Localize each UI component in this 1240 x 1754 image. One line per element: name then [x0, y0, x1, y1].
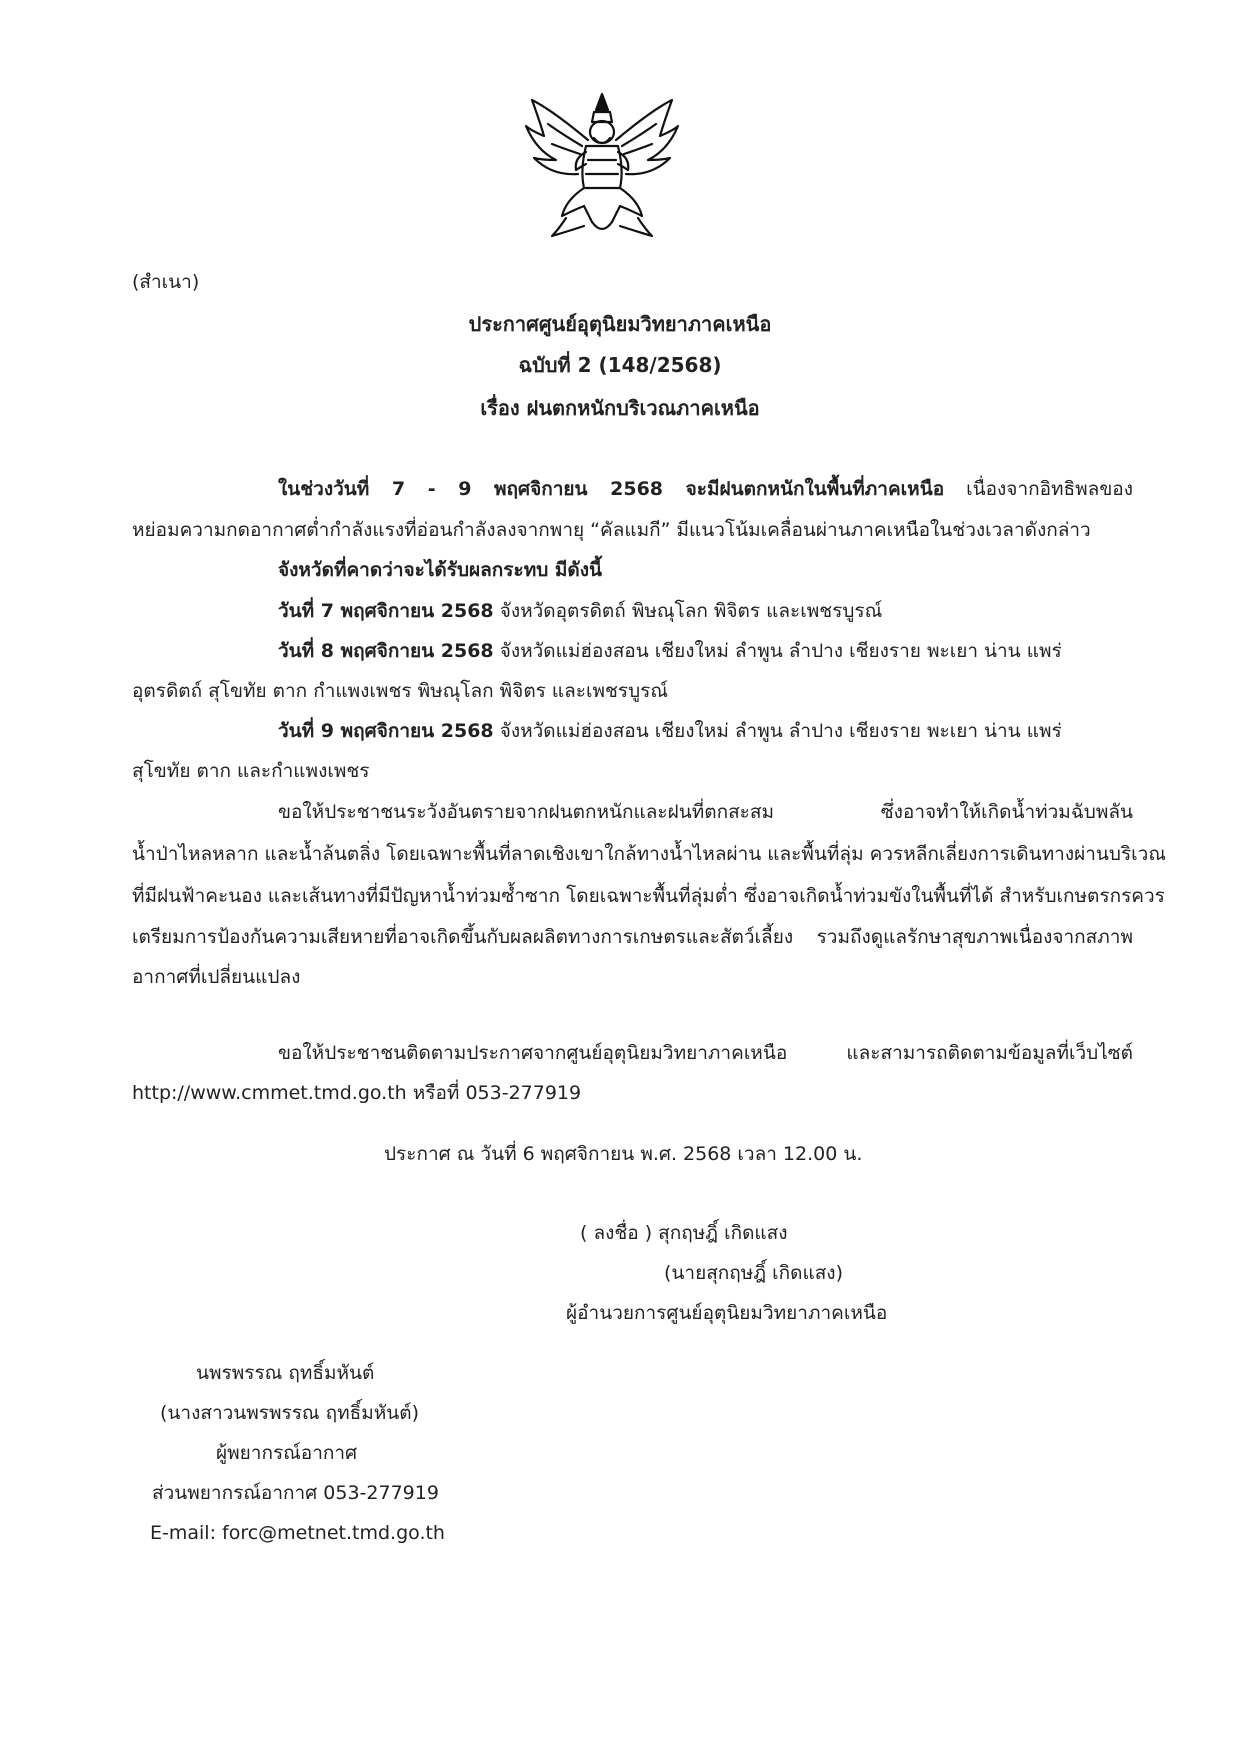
subject-line: เรื่อง ฝนตกหนักบริเวณภาคเหนือ [480, 396, 760, 420]
copy-label: (สำเนา) [132, 271, 200, 293]
warning-line-4: เตรียมการป้องกันความเสียหายที่อาจเกิดขึ้นกับผลผลิตทางการเกษตรและสัตว์เลี้ยง รวมถึงดูแลรักษาสุขภาพเนื่องจากสภาพ [132, 926, 1133, 948]
forecaster-full-name: (นางสาวนพรพรรณ ฤทธิ์มหันต์) [160, 1402, 420, 1424]
intro-line-2: หย่อมความกดอากาศต่ำกำลังแรงที่อ่อนกำลังลงจากพายุ “คัลแมกี” มีแนวโน้มเคลื่อนผ่านภาคเหนือในช่วงเวลาดังกล่าว [132, 519, 1091, 541]
forecaster-section-phone: ส่วนพยากรณ์อากาศ 053-277919 [152, 1482, 439, 1504]
director-signed: ( ลงชื่อ ) สุกฤษฎิ์ เกิดแสง [580, 1222, 788, 1244]
warning-line-5: อากาศที่เปลี่ยนแปลง [132, 966, 301, 988]
intro-line-1 [278, 478, 1133, 501]
follow-line-1: ขอให้ประชาชนติดตามประกาศจากศูนย์อุตุนิยมวิทยาภาคเหนือ และสามารถติดตามข้อมูลที่เว็บไซต์ [278, 1042, 1133, 1064]
day-9-date: วันที่ 9 พฤศจิกายน 2568 [278, 720, 494, 742]
forecaster-role: ผู้พยากรณ์อากาศ [216, 1442, 358, 1464]
director-position: ผู้อำนวยการศูนย์อุตุนิยมวิทยาภาคเหนือ [566, 1302, 888, 1324]
day-9-provinces-cont: สุโขทัย ตาก และกำแพงเพชร [132, 760, 370, 782]
day-9-provinces: จังหวัดแม่ฮ่องสอน เชียงใหม่ ลำพูน ลำปาง เชียงราย พะเยา น่าน แพร่ [493, 720, 1062, 742]
day-9-line [278, 720, 1062, 743]
day-8-line [278, 640, 1062, 663]
day-8-date: วันที่ 8 พฤศจิกายน 2568 [278, 640, 494, 662]
announcement-title: ประกาศศูนย์อุตุนิยมวิทยาภาคเหนือ [468, 312, 772, 336]
director-full-name: (นายสุกฤษฎิ์ เกิดแสง) [664, 1262, 843, 1284]
forecaster-email: E-mail: forc@metnet.tmd.go.th [150, 1522, 445, 1544]
day-7-date: วันที่ 7 พฤศจิกายน 2568 [278, 600, 494, 622]
intro-line-1-rest: เนื่องจากอิทธิพลของ [944, 478, 1133, 500]
announce-date-line: ประกาศ ณ วันที่ 6 พฤศจิกายน พ.ศ. 2568 เวลา 12.00 น. [384, 1143, 863, 1165]
day-7-provinces: จังหวัดอุตรดิตถ์ พิษณุโลก พิจิตร และเพชรบูรณ์ [493, 600, 883, 622]
warning-line-3: ที่มีฝนฟ้าคะนอง และเส้นทางที่มีปัญหาน้ำท่วมซ้ำซาก โดยเฉพาะพื้นที่ลุ่มต่ำ ซึ่งอาจเกิดน้ำท่วมขังในพื้นที่ได้ สำหรับเกษตรกรควร [132, 885, 1165, 907]
garuda-emblem-icon [522, 90, 682, 240]
day-8-provinces: จังหวัดแม่ฮ่องสอน เชียงใหม่ ลำพูน ลำปาง เชียงราย พะเยา น่าน แพร่ [493, 640, 1062, 662]
warning-line-1: ขอให้ประชาชนระวังอันตรายจากฝนตกหนักและฝนที่ตกสะสม ซึ่งอาจทำให้เกิดน้ำท่วมฉับพลัน [278, 801, 1133, 823]
issue-number: ฉบับที่ 2 (148/2568) [518, 353, 722, 377]
day-8-provinces-cont: อุตรดิตถ์ สุโขทัย ตาก กำแพงเพชร พิษณุโลก พิจิตร และเพชรบูรณ์ [132, 680, 669, 702]
day-7-line [278, 600, 882, 623]
warning-line-2: น้ำป่าไหลหลาก และน้ำล้นตลิ่ง โดยเฉพาะพื้นที่ลาดเชิงเขาใกล้ทางน้ำไหลผ่าน และพื้นที่ลุ่ม ควรหลีกเลี่ยงการเดินทางผ่านบริเวณ [132, 843, 1166, 865]
forecaster-name: นพรพรรณ ฤทธิ์มหันต์ [196, 1362, 375, 1384]
affected-heading: จังหวัดที่คาดว่าจะได้รับผลกระทบ มีดังนี้ [278, 559, 603, 581]
follow-line-2: http://www.cmmet.tmd.go.th หรือที่ 053-277919 [132, 1082, 582, 1104]
intro-bold-lead: ในช่วงวันที่ 7 - 9 พฤศจิกายน 2568 จะมีฝนตกหนักในพื้นที่ภาคเหนือ [278, 478, 945, 500]
